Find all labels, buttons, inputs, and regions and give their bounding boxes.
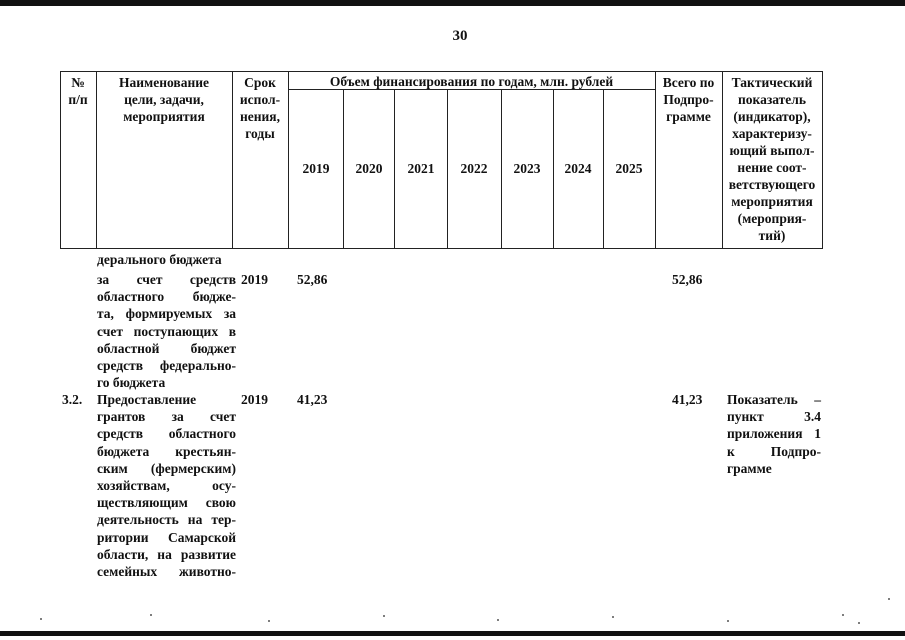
scan-speck: [888, 598, 890, 600]
row-total: 41,23: [672, 392, 703, 407]
header-year-2020: 2020: [355, 161, 383, 176]
scan-speck: [858, 622, 860, 624]
name-line: хозяйствам, осу-: [97, 478, 236, 494]
header-col-number: [60, 74, 96, 108]
scan-speck: [40, 618, 42, 620]
header-text: характеризу-: [732, 126, 812, 141]
header-text: показатель: [737, 92, 806, 107]
header-top-border: [60, 71, 823, 72]
row-number: 3.2.: [62, 392, 83, 407]
scan-speck: [727, 620, 729, 622]
row-value-2019: 52,86: [297, 272, 328, 287]
indicator-line: грамме: [727, 460, 772, 476]
header-col-term: [232, 74, 288, 142]
header-bottom-border: [60, 248, 823, 249]
header-year-2025: 2025: [615, 161, 643, 176]
name-line: областной бюджет: [97, 340, 236, 356]
header-text: (мероприя-: [737, 211, 807, 226]
header-text: нение соот-: [737, 160, 807, 175]
header-text: грамме: [666, 109, 711, 124]
name-line: области, на развитие: [97, 546, 236, 562]
header-text: мероприятия: [731, 194, 813, 209]
header-text: №: [71, 75, 85, 90]
header-text: ющий выпол-: [729, 143, 815, 158]
header-year-2021: 2021: [407, 161, 435, 176]
header-text: тий): [758, 228, 786, 243]
scan-border-bottom: [0, 631, 905, 636]
name-line: деятельность на тер-: [97, 512, 236, 528]
header-year-2023: 2023: [513, 161, 541, 176]
name-line: ским (фермерским): [97, 460, 236, 476]
scan-speck: [842, 614, 844, 616]
scan-speck: [383, 615, 385, 617]
indicator-line: Показатель –: [727, 392, 821, 407]
header-text: годы: [245, 126, 275, 141]
header-text: Всего по: [662, 75, 715, 90]
header-year-2024: 2024: [564, 161, 592, 176]
name-line: та, формируемых за: [97, 306, 236, 322]
header-col-financing: Объем финансирования по годам, млн. рублей: [329, 74, 614, 89]
scan-speck: [612, 616, 614, 618]
name-line: грантов за счет: [97, 409, 236, 425]
name-line: ритории Самарской: [97, 529, 236, 545]
scan-speck: [268, 620, 270, 622]
name-line: бюджета крестьян-: [97, 443, 236, 459]
scan-border-top: [0, 0, 905, 6]
header-year-2022: 2022: [460, 161, 488, 176]
row-name: [97, 271, 236, 391]
grid-line: [822, 71, 823, 248]
header-text: нения,: [239, 109, 280, 124]
row-term: 2019: [241, 272, 268, 287]
indicator-line: к Подпро-: [727, 443, 821, 459]
page-number: 30: [452, 28, 468, 44]
header-text: мероприятия: [123, 109, 205, 124]
indicator-line: приложения 1: [727, 426, 821, 442]
header-text: Подпро-: [663, 92, 714, 107]
name-line: Предоставление: [97, 392, 197, 407]
name-line: го бюджета: [97, 375, 166, 391]
header-col-name: [96, 74, 232, 125]
name-line: средств федерально-: [97, 358, 236, 374]
header-text: Срок: [244, 75, 276, 90]
row-name: дерального бюджета: [97, 252, 222, 267]
header-col-total: [655, 74, 722, 125]
row-total: 52,86: [672, 272, 703, 287]
row-term: 2019: [241, 392, 268, 407]
name-line: семейных животно-: [97, 564, 236, 580]
header-col-indicator: [722, 74, 822, 244]
scan-speck: [497, 619, 499, 621]
grid-line: [288, 71, 289, 248]
indicator-line: пункт 3.4: [727, 409, 821, 425]
header-year-2019: 2019: [302, 161, 330, 176]
header-text: Наименование: [119, 75, 209, 90]
row-indicator: [727, 391, 821, 477]
scan-speck: [150, 614, 152, 616]
header-text: Тактический: [731, 75, 813, 90]
name-line: областного бюдже-: [97, 289, 236, 305]
name-line: средств областного: [97, 426, 236, 442]
header-text: ветствующего: [728, 177, 816, 192]
name-line: за счет средств: [97, 272, 236, 287]
header-text: цели, задачи,: [124, 92, 204, 107]
header-text: (индикатор),: [733, 109, 811, 124]
header-text: п/п: [68, 92, 88, 107]
row-name: [97, 391, 236, 580]
name-line: счет поступающих в: [97, 323, 236, 339]
header-text: испол-: [239, 92, 281, 107]
row-value-2019: 41,23: [297, 392, 328, 407]
name-line: ществляющим свою: [97, 495, 236, 511]
